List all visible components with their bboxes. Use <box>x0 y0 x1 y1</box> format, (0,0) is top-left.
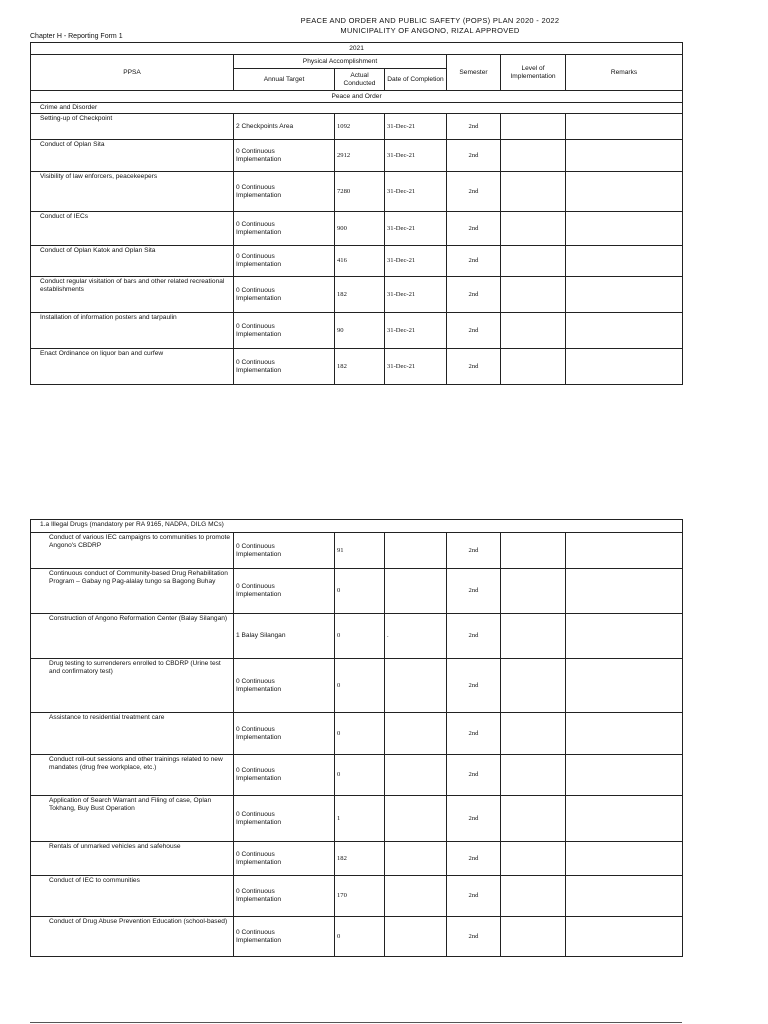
table-row <box>31 114 683 140</box>
target-cell <box>234 713 335 755</box>
table-row <box>31 533 683 569</box>
semester-cell: 2nd <box>447 172 501 212</box>
ppsa-text: Drug testing to surrenderers enrolled to CBDRP (Urine test and confirmatory test) <box>49 660 221 675</box>
col-physical-header: Physical Accomplishment <box>234 55 447 69</box>
ppsa-cell <box>31 172 234 212</box>
level-cell <box>501 917 566 957</box>
date-cell <box>385 917 447 957</box>
ppsa-text: Conduct regular visitation of bars and other related recreational establishments <box>40 278 225 293</box>
target-line2: Implementation <box>236 330 282 338</box>
level-cell <box>501 349 566 385</box>
col-remarks-header: Remarks <box>566 55 683 91</box>
table-row <box>31 246 683 277</box>
date-cell: 31-Dec-21 <box>385 212 447 246</box>
remarks-cell <box>566 313 683 349</box>
illegal-drugs-heading: 1.a Illegal Drugs (mandatory per RA 9165, NADPA, DILG MCs) <box>31 520 683 533</box>
actual-cell: 182 <box>335 349 385 385</box>
target-cell <box>234 212 335 246</box>
date-cell <box>385 533 447 569</box>
date-cell: 31-Dec-21 <box>385 140 447 172</box>
table-row <box>31 212 683 246</box>
ppsa-cell <box>31 917 234 957</box>
ppsa-text: Enact Ordinance on liquor ban and curfew <box>40 350 164 357</box>
target-cell <box>234 796 335 842</box>
target-line2: Implementation <box>236 591 282 598</box>
ppsa-text: Application of Search Warrant and Filing of case, Oplan Tokhang, Buy Bust Operation <box>49 797 212 812</box>
ppsa-text: Conduct of Drug Abuse Prevention Education (school-based) <box>49 918 228 925</box>
target-line1: 0 Continuous <box>236 183 275 191</box>
crime-disorder-table <box>30 42 683 385</box>
ppsa-cell <box>31 569 234 614</box>
page-bottom-rule <box>30 1022 682 1023</box>
target-line1: 0 Continuous <box>236 767 275 774</box>
section-peace-order: Peace and Order <box>31 91 683 103</box>
actual-cell: 1 <box>335 796 385 842</box>
semester-cell: 2nd <box>447 313 501 349</box>
table-row <box>31 755 683 796</box>
actual-cell: 1092 <box>335 114 385 140</box>
ppsa-cell <box>31 713 234 755</box>
crime-disorder-rows <box>31 114 683 385</box>
level-cell <box>501 246 566 277</box>
level-cell <box>501 614 566 659</box>
target-line1: 1 Balay Silangan <box>236 632 286 639</box>
ppsa-cell <box>31 313 234 349</box>
actual-cell: 0 <box>335 659 385 713</box>
target-line1: 0 Continuous <box>236 220 275 228</box>
ppsa-cell <box>31 755 234 796</box>
remarks-cell <box>566 569 683 614</box>
semester-cell: 2nd <box>447 277 501 313</box>
target-cell <box>234 140 335 172</box>
target-line2: Implementation <box>236 775 282 782</box>
date-cell <box>385 713 447 755</box>
table-row <box>31 277 683 313</box>
ppsa-cell <box>31 277 234 313</box>
remarks-cell <box>566 842 683 876</box>
level-cell <box>501 796 566 842</box>
semester-cell: 2nd <box>447 114 501 140</box>
ppsa-cell <box>31 659 234 713</box>
actual-cell: 182 <box>335 842 385 876</box>
col-ppsa-header: PPSA <box>31 55 234 91</box>
date-cell: 31-Dec-21 <box>385 313 447 349</box>
date-cell <box>385 569 447 614</box>
report-title <box>270 16 590 36</box>
ppsa-text: Installation of information posters and tarpaulin <box>40 314 177 321</box>
semester-cell: 2nd <box>447 140 501 172</box>
level-cell <box>501 842 566 876</box>
remarks-cell <box>566 755 683 796</box>
target-line1: 0 Continuous <box>236 850 275 858</box>
ppsa-text: Conduct roll-out sessions and other trainings related to new mandates (drug free workplace, etc.) <box>49 756 223 771</box>
ppsa-cell <box>31 114 234 140</box>
remarks-cell <box>566 212 683 246</box>
semester-cell: 2nd <box>447 349 501 385</box>
date-cell <box>385 755 447 796</box>
ppsa-cell <box>31 842 234 876</box>
remarks-cell <box>566 172 683 212</box>
ppsa-text: Rentals of unmarked vehicles and safehouse <box>49 843 181 850</box>
semester-cell: 2nd <box>447 917 501 957</box>
remarks-cell <box>566 533 683 569</box>
remarks-cell <box>566 659 683 713</box>
illegal-drugs-table <box>30 519 683 957</box>
actual-cell: 0 <box>335 713 385 755</box>
target-line2: Implementation <box>236 858 282 866</box>
table-row <box>31 313 683 349</box>
remarks-cell <box>566 713 683 755</box>
level-cell <box>501 172 566 212</box>
target-line1: 0 Continuous <box>236 928 275 936</box>
report-title-line1: PEACE AND ORDER AND PUBLIC SAFETY (POPS) PLAN 2020 - 2022 <box>300 16 560 25</box>
level-cell <box>501 533 566 569</box>
ppsa-cell <box>31 796 234 842</box>
ppsa-text: Construction of Angono Reformation Center (Balay Silangan) <box>49 615 228 622</box>
actual-cell: 91 <box>335 533 385 569</box>
ppsa-text: Conduct of IEC to communities <box>49 877 140 884</box>
table-row <box>31 876 683 917</box>
ppsa-text: Continuous conduct of Community-based Drug Rehabilitation Program – Gabay ng Pag-alalay tungo sa Bagong Buhay <box>49 570 228 585</box>
ppsa-cell <box>31 212 234 246</box>
ppsa-text: Visibility of law enforcers, peacekeepers <box>40 173 158 180</box>
table-row <box>31 659 683 713</box>
target-cell <box>234 246 335 277</box>
date-cell <box>385 659 447 713</box>
col-actual-header: Actual Conducted <box>335 69 385 91</box>
semester-cell: 2nd <box>447 876 501 917</box>
date-cell <box>385 842 447 876</box>
target-cell <box>234 569 335 614</box>
table-row <box>31 349 683 385</box>
ppsa-text: Setting-up of Checkpoint <box>40 115 113 122</box>
target-line1: 2 Checkpoints Area <box>236 122 294 130</box>
actual-cell: 0 <box>335 917 385 957</box>
table-row <box>31 842 683 876</box>
actual-cell: 900 <box>335 212 385 246</box>
subsection-crime-disorder: Crime and Disorder <box>31 103 683 114</box>
date-cell: 31-Dec-21 <box>385 114 447 140</box>
target-line2: Implementation <box>236 261 282 268</box>
ppsa-cell <box>31 876 234 917</box>
col-level-header: Level of Implementation <box>501 55 566 91</box>
date-cell <box>385 796 447 842</box>
remarks-cell <box>566 140 683 172</box>
date-cell: . <box>385 614 447 659</box>
target-line1: 0 Continuous <box>236 147 275 155</box>
target-line2: Implementation <box>236 936 282 944</box>
semester-cell: 2nd <box>447 614 501 659</box>
level-cell <box>501 569 566 614</box>
target-cell <box>234 349 335 385</box>
col-date-header: Date of Completion <box>385 69 447 91</box>
semester-cell: 2nd <box>447 533 501 569</box>
remarks-cell <box>566 614 683 659</box>
semester-cell: 2nd <box>447 842 501 876</box>
ppsa-cell <box>31 140 234 172</box>
semester-cell: 2nd <box>447 796 501 842</box>
col-semester-header: Semester <box>447 55 501 91</box>
target-line1: 0 Continuous <box>236 322 275 330</box>
date-cell: 31-Dec-21 <box>385 277 447 313</box>
col-target-header: Annual Target <box>234 69 335 91</box>
ppsa-text: Conduct of various IEC campaigns to communities to promote Angono's CBDRP <box>49 534 231 549</box>
target-cell <box>234 172 335 212</box>
target-line2: Implementation <box>236 366 282 374</box>
target-line2: Implementation <box>236 155 282 163</box>
table-row <box>31 140 683 172</box>
semester-cell: 2nd <box>447 713 501 755</box>
target-line1: 0 Continuous <box>236 542 275 550</box>
actual-cell: 0 <box>335 569 385 614</box>
date-cell: 31-Dec-21 <box>385 246 447 277</box>
ppsa-text: Assistance to residential treatment care <box>49 714 165 721</box>
table-row <box>31 713 683 755</box>
target-cell <box>234 533 335 569</box>
target-cell <box>234 876 335 917</box>
actual-cell: 2912 <box>335 140 385 172</box>
target-line2: Implementation <box>236 685 282 693</box>
target-line1: 0 Continuous <box>236 677 275 685</box>
target-line2: Implementation <box>236 896 282 903</box>
ppsa-cell <box>31 349 234 385</box>
target-line1: 0 Continuous <box>236 358 275 366</box>
target-line2: Implementation <box>236 733 282 741</box>
ppsa-text: Conduct of Oplan Sita <box>40 141 105 148</box>
target-line2: Implementation <box>236 550 282 558</box>
target-cell <box>234 277 335 313</box>
ppsa-text: Conduct of Oplan Katok and Oplan Sita <box>40 247 156 254</box>
target-line1: 0 Continuous <box>236 888 275 895</box>
target-line1: 0 Continuous <box>236 253 275 260</box>
date-cell: 31-Dec-21 <box>385 349 447 385</box>
remarks-cell <box>566 917 683 957</box>
semester-cell: 2nd <box>447 212 501 246</box>
target-line1: 0 Continuous <box>236 286 275 294</box>
target-line1: 0 Continuous <box>236 725 275 733</box>
ppsa-text: Conduct of IECs <box>40 213 89 220</box>
ppsa-cell <box>31 533 234 569</box>
level-cell <box>501 140 566 172</box>
target-line2: Implementation <box>236 818 282 826</box>
level-cell <box>501 755 566 796</box>
target-cell <box>234 917 335 957</box>
semester-cell: 2nd <box>447 246 501 277</box>
semester-cell: 2nd <box>447 569 501 614</box>
actual-cell: 7280 <box>335 172 385 212</box>
level-cell <box>501 659 566 713</box>
remarks-cell <box>566 876 683 917</box>
table-row <box>31 172 683 212</box>
table-row <box>31 917 683 957</box>
report-title-line2: MUNICIPALITY OF ANGONO, RIZAL APPROVED <box>340 26 520 35</box>
year-header: 2021 <box>31 43 683 55</box>
actual-cell: 182 <box>335 277 385 313</box>
target-cell <box>234 659 335 713</box>
actual-cell: 0 <box>335 755 385 796</box>
semester-cell: 2nd <box>447 659 501 713</box>
semester-cell: 2nd <box>447 755 501 796</box>
target-line1: 0 Continuous <box>236 810 275 818</box>
remarks-cell <box>566 277 683 313</box>
date-cell: 31-Dec-21 <box>385 172 447 212</box>
target-cell <box>234 755 335 796</box>
actual-cell: 0 <box>335 614 385 659</box>
target-cell <box>234 313 335 349</box>
actual-cell: 170 <box>335 876 385 917</box>
level-cell <box>501 876 566 917</box>
target-line2: Implementation <box>236 228 282 236</box>
target-line2: Implementation <box>236 294 282 302</box>
level-cell <box>501 313 566 349</box>
target-line2: Implementation <box>236 191 282 199</box>
remarks-cell <box>566 796 683 842</box>
table-row <box>31 569 683 614</box>
target-cell <box>234 114 335 140</box>
ppsa-cell <box>31 614 234 659</box>
target-line1: 0 Continuous <box>236 583 275 590</box>
target-cell <box>234 842 335 876</box>
chapter-label: Chapter H - Reporting Form 1 <box>30 33 123 40</box>
level-cell <box>501 212 566 246</box>
actual-cell: 416 <box>335 246 385 277</box>
actual-cell: 90 <box>335 313 385 349</box>
remarks-cell <box>566 246 683 277</box>
illegal-drugs-rows <box>31 533 683 957</box>
date-cell <box>385 876 447 917</box>
level-cell <box>501 713 566 755</box>
table-row <box>31 796 683 842</box>
ppsa-cell <box>31 246 234 277</box>
target-cell <box>234 614 335 659</box>
table-row <box>31 614 683 659</box>
level-cell <box>501 114 566 140</box>
remarks-cell <box>566 114 683 140</box>
level-cell <box>501 277 566 313</box>
remarks-cell <box>566 349 683 385</box>
